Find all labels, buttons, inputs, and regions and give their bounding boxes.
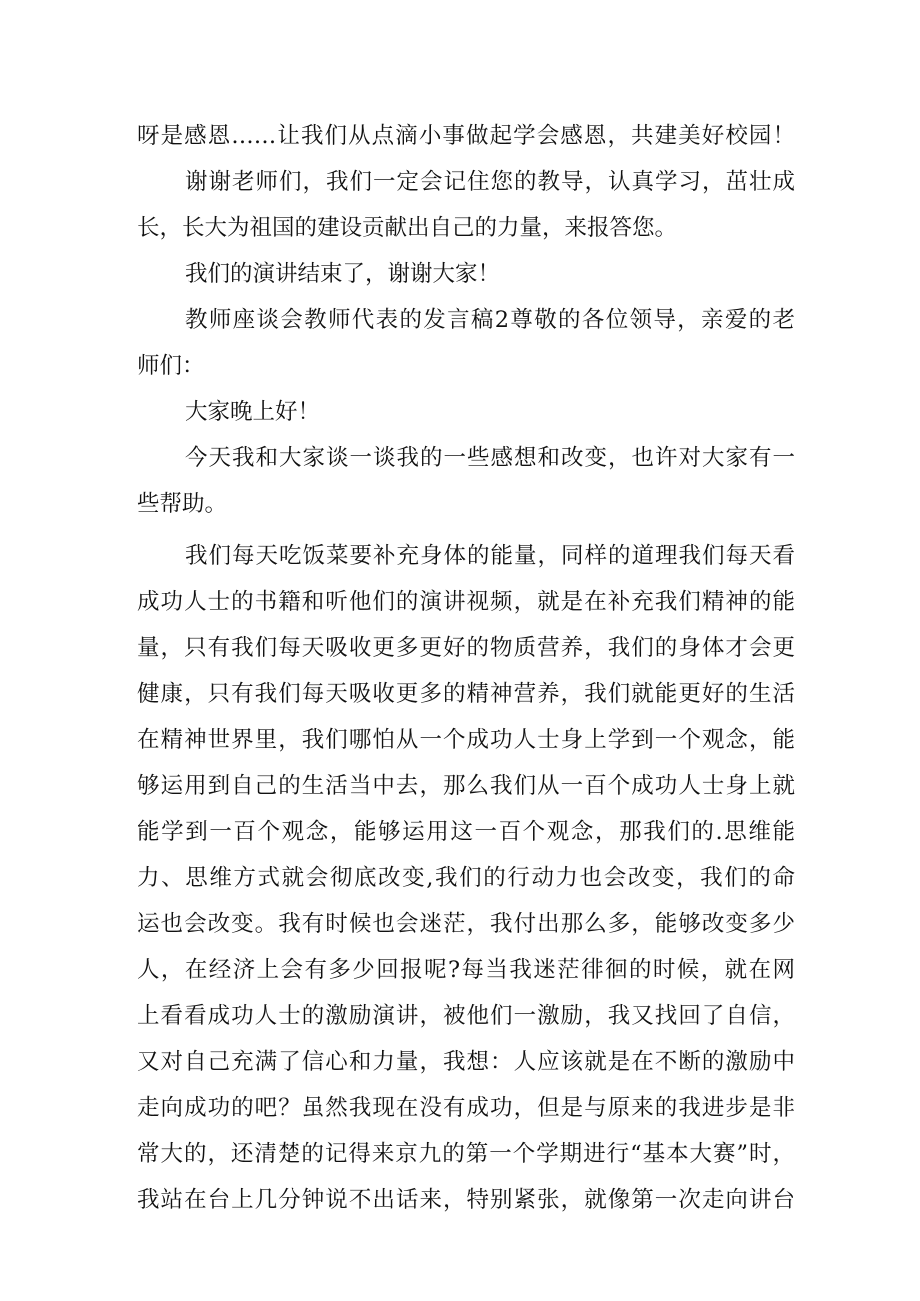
paragraph-line: 谢谢老师们，我们一定会记住您的教导，认真学习，茁壮成: [185, 169, 795, 195]
text-line: 我站在台上几分钟说不出话来，特别紧张，就像第一次走向讲台: [137, 1187, 795, 1213]
text-line: 健康，只有我们每天吸收更多的精神营养，我们就能更好的生活: [137, 681, 795, 707]
text-line: 师们：: [137, 353, 205, 379]
text-line: 些帮助。: [137, 491, 228, 517]
text-line: 又对自己充满了信心和力量，我想：人应该就是在不断的激励中: [137, 1049, 795, 1075]
paragraph-line: 我们的演讲结束了，谢谢大家！: [185, 261, 501, 287]
text-line: 上看看成功人士的激励演讲，被他们一激励，我又找回了自信，: [137, 1003, 795, 1029]
paragraph-line: 我们每天吃饭菜要补充身体的能量，同样的道理我们每天看: [185, 543, 795, 569]
text-line: 够运用到自己的生活当中去，那么我们从一百个成功人士身上就: [137, 773, 795, 799]
paragraph-line: 今天我和大家谈一谈我的一些感想和改变，也许对大家有一: [185, 445, 795, 471]
document-page: [137, 113, 795, 1223]
text-line: 量，只有我们每天吸收更多更好的物质营养，我们的身体才会更: [137, 635, 795, 661]
paragraph-line: 大家晚上好！: [185, 399, 321, 425]
text-line: 力、思维方式就会彻底改变,我们的行动力也会改变，我们的命: [137, 865, 795, 891]
text-line: 成功人士的书籍和听他们的演讲视频，就是在补充我们精神的能: [137, 589, 795, 615]
text-line: 长，长大为祖国的建设贡献出自己的力量，来报答您。: [137, 215, 678, 241]
text-line: 常大的，还清楚的记得来京九的第一个学期进行“基本大赛”时，: [137, 1141, 795, 1167]
text-line: 在精神世界里，我们哪怕从一个成功人士身上学到一个观念，能: [137, 727, 795, 753]
text-line: 呀是感恩……让我们从点滴小事做起学会感恩，共建美好校园！: [137, 123, 795, 149]
text-line: 能学到一百个观念，能够运用这一百个观念，那我们的.思维能: [137, 819, 795, 845]
text-line: 运也会改变。我有时候也会迷茫，我付出那么多，能够改变多少: [137, 911, 795, 937]
text-line: 走向成功的吧？虽然我现在没有成功，但是与原来的我进步是非: [137, 1095, 795, 1121]
paragraph-line: 教师座谈会教师代表的发言稿2尊敬的各位领导，亲爱的老: [185, 307, 795, 333]
text-line: 人，在经济上会有多少回报呢?每当我迷茫徘徊的时候，就在网: [137, 957, 795, 983]
